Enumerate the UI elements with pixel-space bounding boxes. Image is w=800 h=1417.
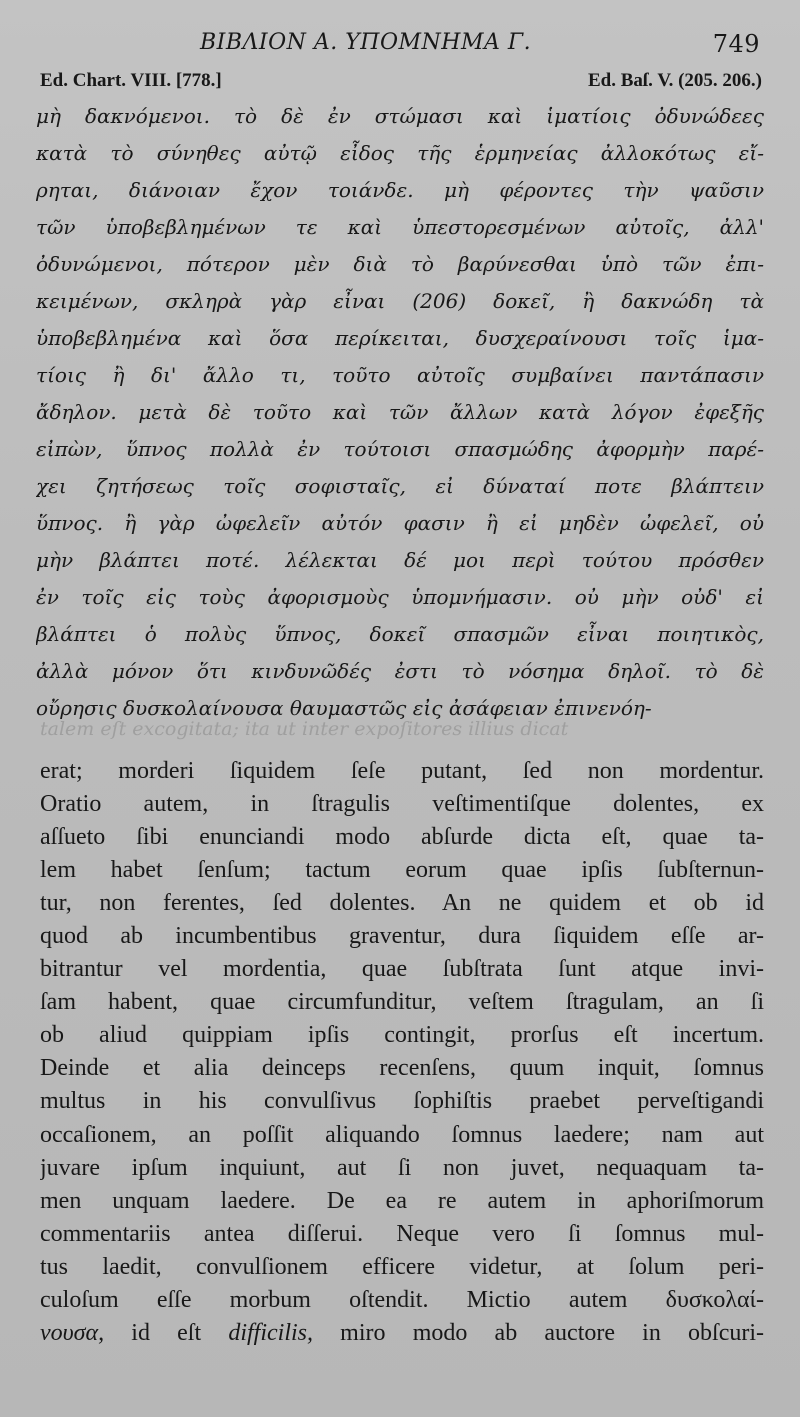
latin-line: ſam habent, quae circumfunditur, veſtem ſtragulam, an ſi	[40, 989, 764, 1016]
latin-line: tur, non ferentes, ſed dolentes. An ne quidem et ob id	[40, 890, 764, 917]
greek-line: τίοις ἢ δι' ἄλλο τι, τοῦτο αὐτοῖς συμβαίνει παντάπασιν	[36, 363, 764, 387]
italic-term: difficilis,	[228, 1319, 313, 1346]
latin-line: Deinde et alia deinceps recenſens, quum inquit, ſomnus	[40, 1055, 764, 1082]
latin-line: multus in his convulſivus ſophiſtis praebet perveſtigandi	[40, 1088, 764, 1115]
latin-line: tus laedit, convulſionem efficere videtur, at ſolum peri-	[40, 1253, 764, 1280]
greek-word-inline: νουσα,	[40, 1319, 105, 1346]
latin-line: commentariis antea diſſerui. Neque vero ſi ſomnus mul-	[40, 1220, 764, 1247]
latin-line: quod ab incumbentibus graventur, dura ſiquidem eſſe ar-	[40, 923, 764, 950]
latin-line: erat; morderi ſiquidem ſeſe putant, ſed non mordentur.	[40, 758, 764, 784]
latin-line: aſſueto ſibi enunciandi modo abſurde dicta eſt, quae ta-	[40, 824, 764, 851]
latin-line: men unquam laedere. De ea re autem in aphoriſmorum	[40, 1187, 764, 1214]
latin-line: culoſum eſſe morbum oſtendit. Mictio autem δυσκολαί-	[40, 1286, 764, 1313]
greek-line: ὑποβεβλημένα καὶ ὅσα περίκειται, δυσχεραίνουσι τοῖς ἱμα-	[36, 326, 764, 350]
greek-line: ἐν τοῖς εἰς τοὺς ἀφορισμοὺς ὑπομνήμασιν. οὐ μὴν οὐδ' εἰ	[36, 585, 764, 609]
basel-edition-ref: Ed. Baſ. V. (205. 206.)	[587, 70, 762, 91]
running-head: ΒΙΒΛΙΟΝ Α. ΥΠΟΜΝΗΜΑ Γ.	[200, 30, 532, 55]
greek-line: οὔρησις δυσκολαίνουσα θαυμαστῶς εἰς ἀσάφειαν ἐπινενόη-	[36, 696, 652, 720]
greek-line: μὴν βλάπτει ποτέ. λέλεκται δέ μοι περὶ τούτου πρόσθεν	[36, 548, 764, 572]
greek-text-block	[36, 98, 764, 727]
latin-line: ob aliud quippiam ipſis contingit, prorſus eſt incertum.	[40, 1022, 764, 1049]
greek-line: ὀδυνώμενοι, πότερον μὲν διὰ τὸ βαρύνεσθαι ὑπὸ τῶν ἐπι-	[36, 252, 764, 276]
latin-text-block	[40, 755, 764, 1350]
latin-line: lem habet ſenſum; tactum eorum quae ipſis ſubſternun-	[40, 857, 764, 884]
greek-line: μὴ δακνόμενοι. τὸ δὲ ἐν στώμασι καὶ ἱματίοις ὀδυνώδεες	[36, 104, 764, 128]
greek-line: ἄδηλον. μετὰ δὲ τοῦτο καὶ τῶν ἄλλων κατὰ λόγον ἐφεξῆς	[36, 400, 764, 424]
greek-line: κατὰ τὸ σύνηθες αὐτῷ εἶδος τῆς ἑρμηνείας ἀλλοκότως εἴ-	[36, 141, 764, 165]
bleed-through-text: talem eſt excogitata; ita ut inter expoſitores illius dicat	[40, 718, 569, 740]
latin-text-fragment: miro modo ab auctore in obſcuri-	[313, 1319, 764, 1346]
latin-line: juvare ipſum inquiunt, aut ſi non juvet, nequaquam ta-	[40, 1154, 764, 1181]
greek-line: ἀλλὰ μόνον ὅτι κινδυνῶδές ἐστι τὸ νόσημα δηλοῖ. τὸ δὲ	[36, 659, 764, 683]
greek-line: εἰπὼν, ὕπνος πολλὰ ἐν τούτοισι σπασμώδης ἀφορμὴν παρέ-	[36, 437, 764, 461]
greek-line: χει ζητήσεως τοῖς σοφισταῖς, εἰ δύναταί ποτε βλάπτειν	[36, 474, 764, 498]
latin-line: bitrantur vel mordentia, quae ſubſtrata ſunt atque invi-	[40, 956, 764, 983]
latin-text-fragment: id eſt	[104, 1319, 229, 1346]
edition-references	[40, 70, 762, 96]
latin-line: occaſionem, an poſſit aliquando ſomnus laedere; nam aut	[40, 1121, 764, 1148]
greek-line: ὕπνος. ἢ γὰρ ὠφελεῖν αὐτόν φασιν ἢ εἰ μηδὲν ὠφελεῖ, οὐ	[36, 511, 764, 535]
chartier-edition-ref: Ed. Chart. VIII. [778.]	[40, 70, 222, 91]
latin-line-final	[40, 1317, 764, 1350]
latin-line: Oratio autem, in ſtragulis veſtimentiſque dolentes, ex	[40, 791, 764, 818]
greek-line: κειμένων, σκληρὰ γὰρ εἶναι (206) δοκεῖ, ἢ δακνώδη τὰ	[36, 289, 764, 313]
greek-line: τῶν ὑποβεβλημένων τε καὶ ὑπεστορεσμένων αὐτοῖς, ἀλλ'	[36, 215, 764, 239]
greek-line: ρηται, διάνοιαν ἔχον τοιάνδε. μὴ φέροντες τὴν ψαῦσιν	[36, 178, 764, 202]
greek-line: βλάπτει ὁ πολὺς ὕπνος, δοκεῖ σπασμῶν εἶναι ποιητικὸς,	[36, 622, 764, 646]
page-number: 749	[712, 30, 760, 58]
